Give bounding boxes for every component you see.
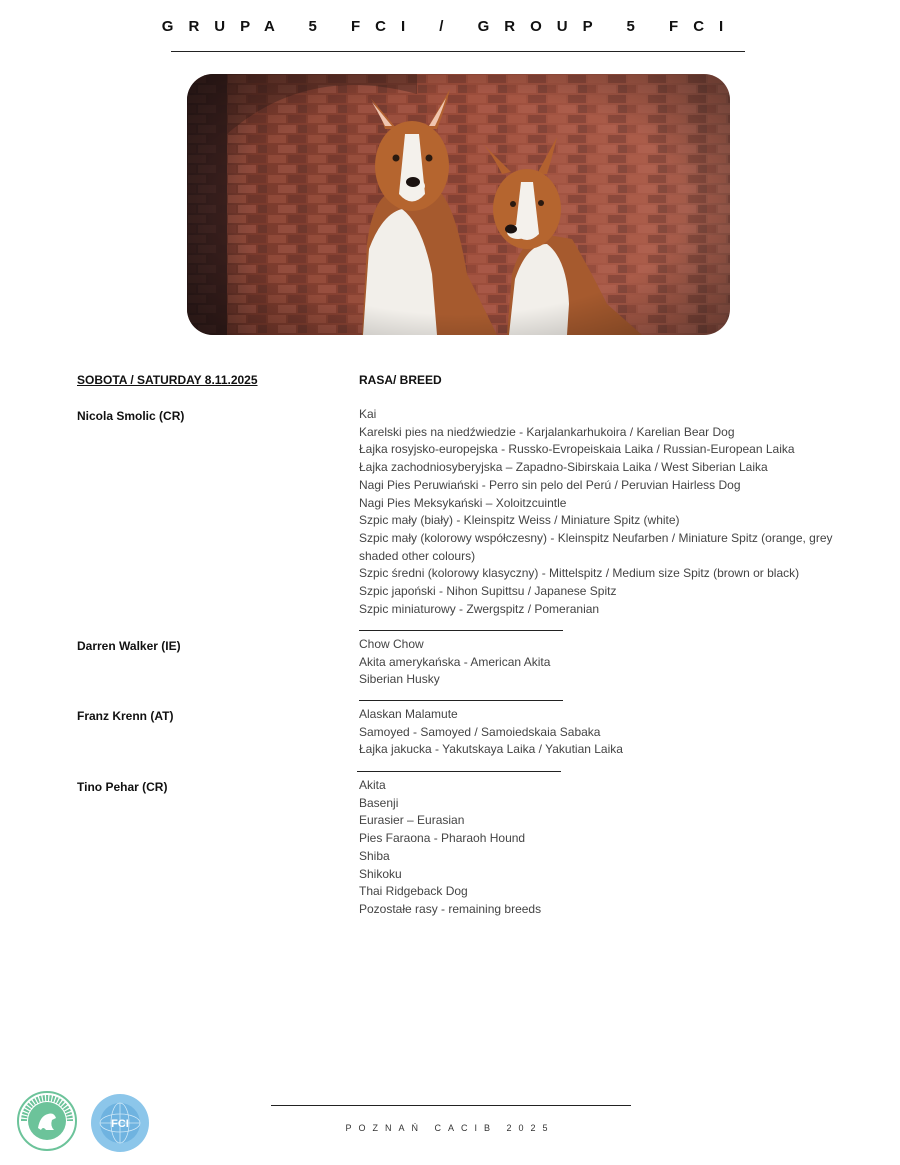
breed-list — [359, 636, 834, 689]
judge-name: Darren Walker (IE) — [77, 639, 181, 653]
breed-item: Kai — [359, 407, 377, 421]
breed-item: Shiba — [359, 848, 390, 863]
breed-list — [359, 406, 834, 618]
breed-item: Szpic mały (biały) - Kleinspitz Weiss / Miniature Spitz (white) — [359, 513, 680, 528]
breed-item: Akita — [359, 778, 386, 792]
breed-item: Pozostałe rasy - remaining breeds — [359, 901, 542, 916]
breed-column-header: RASA/ BREED — [359, 373, 442, 387]
breed-item: Nagi Pies Peruwiański - Perro sin pelo del Perú / Peruvian Hairless Dog — [359, 477, 741, 492]
header-divider — [171, 51, 745, 52]
judge-divider — [359, 700, 563, 701]
breed-item: Nagi Pies Meksykański – Xoloitzcuintle — [359, 495, 567, 510]
judge-divider — [357, 771, 561, 772]
fci-logo-text: FCI — [111, 1118, 129, 1130]
breed-item: Szpic średni (kolorowy klasyczny) - Mittelspitz / Medium size Spitz (brown or black) — [359, 566, 800, 581]
judge-divider — [359, 630, 563, 631]
basenji-dogs-photo — [187, 74, 730, 335]
breed-item: Karelski pies na niedźwiedzie - Karjalankarhukoira / Karelian Bear Dog — [359, 424, 735, 439]
breed-item: Eurasier – Eurasian — [359, 813, 465, 828]
breed-item: Chow Chow — [359, 637, 424, 651]
breed-item: Szpic mały (kolorowy współczesny) - Kleinspitz Neufarben / Miniature Spitz (orange, grey shaded other colours) — [359, 530, 833, 563]
judge-name: Tino Pehar (CR) — [77, 780, 168, 794]
breed-item: Alaskan Malamute — [359, 707, 458, 721]
footer-text: POZNAŃ CACIB 2025 — [345, 1123, 555, 1133]
breed-item: Basenji — [359, 795, 399, 810]
breed-item: Akita amerykańska - American Akita — [359, 654, 551, 669]
breed-item: Pies Faraona - Pharaoh Hound — [359, 831, 526, 846]
breed-item: Samoyed - Samoyed / Samoiedskaia Sabaka — [359, 724, 601, 739]
breed-item: Łajka jakucka - Yakutskaya Laika / Yakutian Laika — [359, 742, 623, 757]
breed-list — [359, 777, 834, 919]
breed-item: Szpic japoński - Nihon Supittsu / Japanese Spitz — [359, 584, 617, 599]
breed-list — [359, 706, 834, 759]
breed-item: Łajka rosyjsko-europejska - Russko-Evropeiskaia Laika / Russian-European Laika — [359, 442, 795, 457]
page-title: GRUPA 5 FCI / GROUP 5 FCI — [161, 18, 739, 35]
breed-item: Szpic miniaturowy - Zwergspitz / Pomeranian — [359, 601, 600, 616]
footer-divider — [271, 1105, 631, 1106]
breed-item: Łajka zachodniosyberyjska – Zapadno-Sibirskaia Laika / West Siberian Laika — [359, 460, 768, 475]
breed-item: Shikoku — [359, 866, 402, 881]
zkwp-logo — [16, 1090, 78, 1152]
judge-name: Nicola Smolic (CR) — [77, 409, 185, 423]
breed-item: Thai Ridgeback Dog — [359, 884, 468, 899]
breed-item: Siberian Husky — [359, 672, 440, 687]
judge-name: Franz Krenn (AT) — [77, 709, 174, 723]
day-header: SOBOTA / SATURDAY 8.11.2025 — [77, 373, 258, 387]
